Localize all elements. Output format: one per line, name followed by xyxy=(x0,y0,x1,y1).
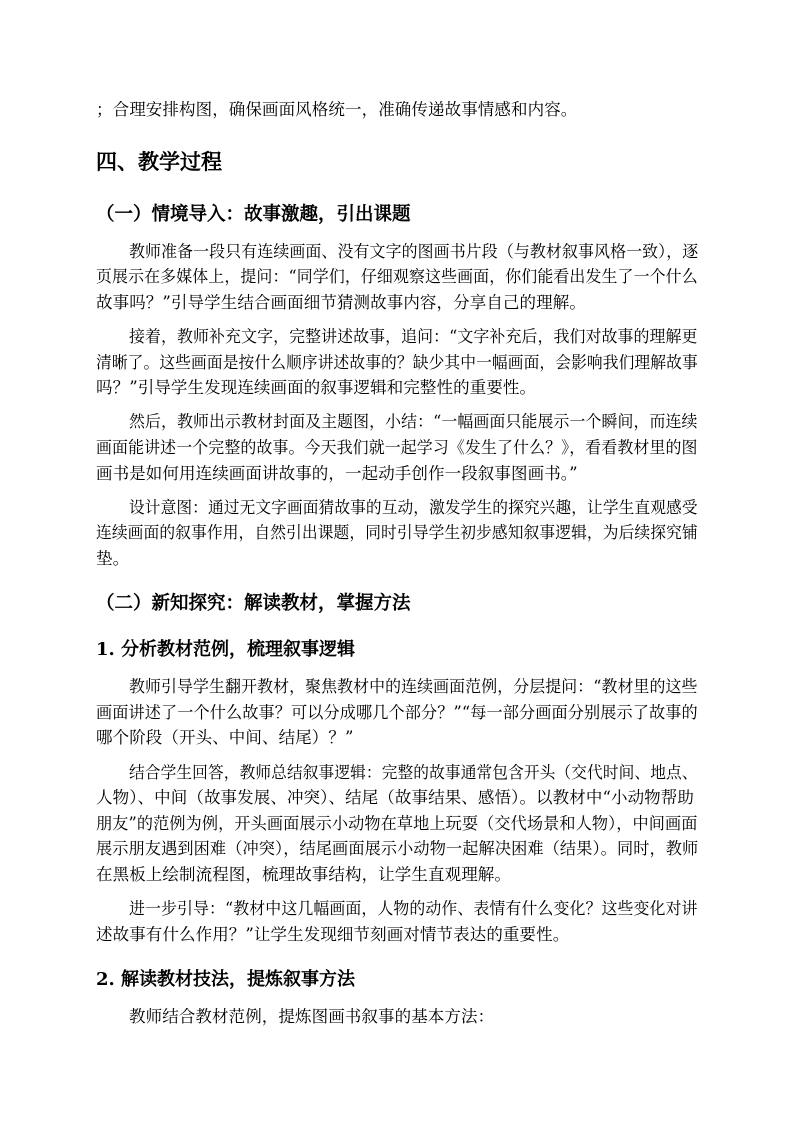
continuation-line: ；合理安排构图，确保画面风格统一，准确传递故事情感和内容。 xyxy=(96,100,578,119)
text-line: 结合学生回答，教师总结叙事逻辑：完整的故事通常包含开头（交代时间、地点、 xyxy=(129,763,698,782)
text-line: 吗？”引导学生发现连续画面的叙事逻辑和完整性的重要性。 xyxy=(96,378,537,397)
text-line: 垫。 xyxy=(96,549,130,568)
text-line: 进一步引导：“教材中这几幅画面，人物的动作、表情有什么变化？这些变化对讲 xyxy=(129,899,698,918)
text-line: 故事吗？”引导学生结合画面细节猜测故事内容，分享自己的理解。 xyxy=(96,293,586,312)
text-line: 画面能讲述一个完整的故事。今天我们就一起学习《发生了什么？》，看看教材里的图 xyxy=(96,438,698,457)
text-line: 哪个阶段（开头、中间、结尾）？” xyxy=(96,728,354,747)
text-line: 在黑板上绘制流程图，梳理故事结构，让学生直观理解。 xyxy=(96,865,511,884)
subsection-heading: 1. 分析教材范例，梳理叙事逻辑 xyxy=(96,639,356,660)
section-heading: 四、教学过程 xyxy=(96,149,222,174)
subsection-heading: 2. 解读教材技法，提炼叙事方法 xyxy=(96,969,356,990)
text-line: 页展示在多媒体上，提问：“同学们，仔细观察这些画面，你们能看出发生了一个什么 xyxy=(96,267,698,286)
text-line: 展示朋友遇到困难（冲突），结尾画面展示小动物一起解决困难（结果）。同时，教师 xyxy=(96,839,699,858)
text-line: 设计意图：通过无文字画面猜故事的互动，激发学生的探究兴趣，让学生直观感受 xyxy=(129,498,698,517)
part-heading: （二）新知探究：解读教材，掌握方法 xyxy=(96,593,411,614)
text-line: 人物）、中间（故事发展、冲突）、结尾（故事结果、感悟）。以教材中“小动物帮助 xyxy=(96,788,694,807)
text-line: 教师准备一段只有连续画面、没有文字的图画书片段（与教材叙事风格一致），逐 xyxy=(129,242,699,261)
text-line: 教师结合教材范例，提炼图画书叙事的基本方法： xyxy=(129,1007,495,1026)
text-line: 述故事有什么作用？”让学生发现细节刻画对情节表达的重要性。 xyxy=(96,925,570,944)
text-line: 连续画面的叙事作用，自然引出课题，同时引导学生初步感知叙事逻辑，为后续探究铺 xyxy=(96,523,698,542)
text-line: 画书是如何用连续画面讲故事的，一起动手创作一段叙事图画书。” xyxy=(96,464,578,483)
text-line: 画面讲述了一个什么故事？可以分成哪几个部分？”“每一部分画面分别展示了故事的 xyxy=(96,703,698,722)
text-line: 清晰了。这些画面是按什么顺序讲述故事的？缺少其中一幅画面，会影响我们理解故事 xyxy=(96,353,698,372)
text-line: 然后，教师出示教材封面及主题图，小结：“一幅画面只能展示一个瞬间，而连续 xyxy=(129,412,698,431)
text-line: 教师引导学生翻开教材，聚焦教材中的连续画面范例，分层提问：“教材里的这些 xyxy=(129,677,698,696)
text-line: 接着，教师补充文字，完整讲述故事，追问：“文字补充后，我们对故事的理解更 xyxy=(129,327,698,346)
part-heading: （一）情境导入：故事激趣，引出课题 xyxy=(96,204,411,225)
text-line: 朋友”的范例为例，开头画面展示小动物在草地上玩耍（交代场景和人物），中间画面 xyxy=(96,814,698,833)
